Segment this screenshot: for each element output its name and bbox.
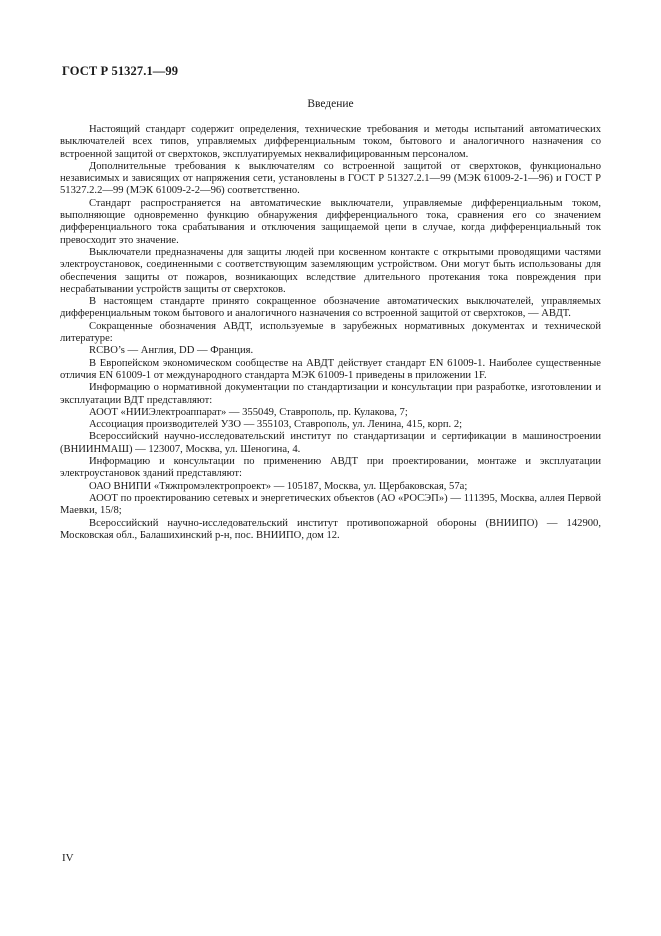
- paragraph: Сокращенные обозначения АВДТ, используемые в зарубежных нормативных документах и технической литературе:: [60, 320, 601, 345]
- paragraph: Стандарт распространяется на автоматические выключатели, управляемые дифференциальным током, выполняющие одновременно функцию обнаружения дифференциального тока, сравнения его со значением дифференциального тока срабатывания и отключения защищаемой цепи в случае, когда дифференциальный ток превосходит это значение.: [60, 197, 601, 246]
- section-title: Введение: [307, 98, 354, 110]
- page-number: IV: [62, 852, 74, 864]
- paragraph: АООТ «НИИЭлектроаппарат» — 355049, Ставрополь, пр. Кулакова, 7;: [89, 406, 408, 418]
- paragraph: Ассоциация производителей УЗО — 355103, Ставрополь, ул. Ленина, 415, корп. 2;: [89, 419, 463, 431]
- paragraph: АООТ по проектированию сетевых и энергетических объектов (АО «РОСЭП») — 111395, Москва, аллея Первой Маевки, 15/8;: [60, 492, 601, 517]
- document-code-header: ГОСТ Р 51327.1—99: [62, 64, 179, 78]
- paragraph: Выключатели предназначены для защиты людей при косвенном контакте с открытыми проводящими частями электроустановок, соединенными с соответствующим заземляющим устройством. Они могут быть использованы для обеспечения защиты от пожаров, возникающих вследствие длительного протекания тока повреждения при несрабатывании устройств защиты от сверхтоков.: [60, 246, 601, 295]
- paragraph: Информацию и консультации по применению АВДТ при проектировании, монтаже и эксплуатации электроустановок зданий представляют:: [60, 456, 601, 480]
- body-text: [60, 124, 601, 542]
- paragraph: В Европейском экономическом сообществе на АВДТ действует стандарт EN 61009-1. Наиболее существенные отличия EN 61009-1 от международного стандарта МЭК 61009-1 приведены в приложении 1F.: [60, 357, 601, 381]
- paragraph: ОАО ВНИПИ «Тяжпромэлектропроект» — 105187, Москва, ул. Щербаковская, 57а;: [89, 480, 468, 492]
- paragraph: Всероссийский научно-исследовательский институт противопожарной обороны (ВНИИПО) — 142900, Московская обл., Балашихинский р-н, пос. ВНИИПО, дом 12.: [60, 517, 601, 541]
- paragraph: В настоящем стандарте принято сокращенное обозначение автоматических выключателей, управляемых дифференциальным током бытового и аналогичного назначения со встроенной защитой от сверхтоков, — АВДТ.: [60, 296, 601, 320]
- paragraph: Настоящий стандарт содержит определения, технические требования и методы испытаний автоматических выключателей всех типов, управляемых дифференциальным током, бытового и аналогичного назначения со встроенной защитой от сверхтоков, эксплуатируемых неквалифицированным персоналом.: [60, 124, 601, 160]
- paragraph: Дополнительные требования к выключателям со встроенной защитой от сверхтоков, функционально независимых и зависящих от напряжения сети, установлены в ГОСТ Р 51327.2.1—99 (МЭК 61009-2-1—96) и ГОСТ Р 51327.2.2—99 (МЭК 61009-2-2—96) соответственно.: [60, 160, 601, 197]
- paragraph: RCBO’s — Англия, DD — Франция.: [89, 345, 254, 357]
- paragraph: Информацию о нормативной документации по стандартизации и консультации при разработке, изготовлении и эксплуатации ВДТ представляют:: [60, 382, 601, 406]
- paragraph: Всероссийский научно-исследовательский институт по стандартизации и сертификации в машиностроении (ВНИИНМАШ) — 123007, Москва, ул. Шеногина, 4.: [60, 431, 601, 455]
